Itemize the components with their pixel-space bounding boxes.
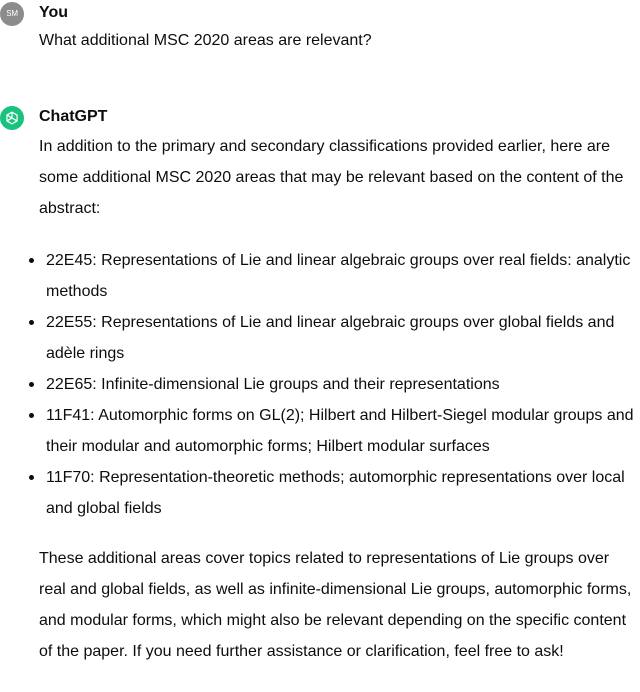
list-item: 22E65: Infinite-dimensional Lie groups and their representations xyxy=(0,369,640,400)
bullet-icon xyxy=(29,258,34,263)
bullet-icon xyxy=(29,320,34,325)
list-item: 22E45: Representations of Lie and linear algebraic groups over real fields: analytic methods xyxy=(0,245,640,307)
assistant-author-name: ChatGPT xyxy=(39,108,108,125)
user-avatar[interactable]: SM xyxy=(0,2,24,26)
list-item: 11F70: Representation-theoretic methods; automorphic representations over local and global fields xyxy=(0,462,640,524)
user-author-name: You xyxy=(39,4,69,21)
assistant-conclusion-text: These additional areas cover topics related to representations of Lie groups over real and global fields, as well as infinite-dimensional Lie groups, automorphic forms, and modular forms, which might also be relevant depending on the specific content of the paper. If you need further assistance or clarification, feel free to ask! xyxy=(39,550,632,660)
list-item: 11F41: Automorphic forms on GL(2); Hilbert and Hilbert-Siegel modular groups and their modular and automorphic forms; Hilbert modular surfaces xyxy=(0,400,640,462)
msc-areas-list xyxy=(0,245,640,524)
bullet-icon xyxy=(29,382,34,387)
assistant-avatar xyxy=(0,106,24,130)
user-message-text: What additional MSC 2020 areas are relevant? xyxy=(39,32,372,49)
bullet-icon xyxy=(29,413,34,418)
bullet-icon xyxy=(29,475,34,480)
assistant-intro-text: In addition to the primary and secondary classifications provided earlier, here are some additional MSC 2020 areas that may be relevant based on the content of the abstract: xyxy=(39,138,624,217)
openai-logo-icon xyxy=(4,110,20,126)
list-item: 22E55: Representations of Lie and linear algebraic groups over global fields and adèle rings xyxy=(0,307,640,369)
